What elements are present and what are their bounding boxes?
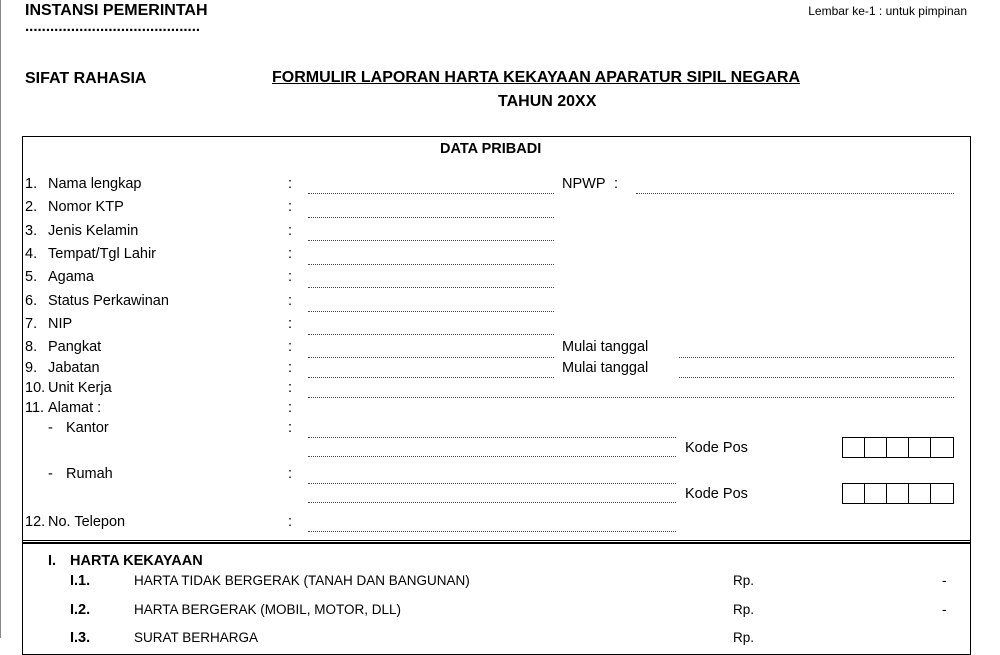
asset-row-currency: Rp. <box>733 573 755 588</box>
form-title: FORMULIR LAPORAN HARTA KEKAYAAN APARATUR SIPIL NEGARA <box>272 69 801 86</box>
colon: : <box>288 339 293 355</box>
office-postal-code-label: Kode Pos <box>685 440 748 456</box>
asset-row-label: SURAT BERHARGA <box>134 630 259 645</box>
asset-row-currency: Rp. <box>733 602 755 617</box>
asset-row-value: - <box>942 602 947 617</box>
colon: : <box>288 466 293 482</box>
asset-row-label: HARTA TIDAK BERGERAK (TANAH DAN BANGUNAN) <box>134 573 470 588</box>
phone-input-line[interactable] <box>308 531 676 532</box>
personal-data-section <box>22 136 971 543</box>
assets-section-title: HARTA KEKAYAAN <box>70 553 203 569</box>
field-num: 4. <box>25 246 38 262</box>
colon: : <box>288 380 293 396</box>
marital-input-line[interactable] <box>308 311 554 312</box>
unit-input-line[interactable] <box>308 397 954 398</box>
position-start-date-input[interactable] <box>679 377 954 378</box>
npwp-label: NPWP <box>562 176 606 192</box>
colon: : <box>288 293 293 309</box>
field-label-nama: Nama lengkap <box>48 176 142 192</box>
colon: : <box>288 176 293 192</box>
field-num: 2. <box>25 199 38 215</box>
colon: : <box>288 400 293 416</box>
form-year: TAHUN 20XX <box>498 93 597 110</box>
field-label-office: Kantor <box>66 420 109 436</box>
rank-start-date-label: Mulai tanggal <box>562 339 649 355</box>
field-label-unit: Unit Kerja <box>48 380 112 396</box>
office-address-line-1[interactable] <box>308 437 676 438</box>
ktp-input-line[interactable] <box>308 217 554 218</box>
position-input-line[interactable] <box>308 377 554 378</box>
field-num: 3. <box>25 223 38 239</box>
field-label-address: Alamat : <box>48 400 102 416</box>
field-num: 8. <box>25 339 38 355</box>
institution-dots: .......................................... <box>25 18 201 35</box>
page-left-border <box>0 0 1 638</box>
field-num: 7. <box>25 316 38 332</box>
gender-input-line[interactable] <box>308 240 554 241</box>
office-address-line-2[interactable] <box>308 456 676 457</box>
asset-row-currency: Rp. <box>733 630 755 645</box>
field-num: - <box>48 420 53 436</box>
field-label-phone: No. Telepon <box>48 514 126 530</box>
field-num: 6. <box>25 293 38 309</box>
asset-row-label: HARTA BERGERAK (MOBIL, MOTOR, DLL) <box>134 602 402 617</box>
rank-input-line[interactable] <box>308 357 554 358</box>
field-num: 10. <box>25 380 46 396</box>
npwp-input-line[interactable] <box>636 193 954 194</box>
asset-row-num: I.1. <box>70 573 91 589</box>
position-start-date-label: Mulai tanggal <box>562 360 649 376</box>
field-num: - <box>48 466 53 482</box>
colon: : <box>288 199 293 215</box>
colon: : <box>288 246 293 262</box>
classification-label: SIFAT RAHASIA <box>25 70 147 87</box>
assets-section-num: I. <box>48 553 57 569</box>
field-num: 9. <box>25 360 38 376</box>
religion-input-line[interactable] <box>308 287 554 288</box>
colon: : <box>288 316 293 332</box>
colon: : <box>614 176 619 192</box>
birth-input-line[interactable] <box>308 264 554 265</box>
field-label-position: Jabatan <box>48 360 100 376</box>
field-label-religion: Agama <box>48 269 94 285</box>
field-label-home: Rumah <box>66 466 113 482</box>
home-address-line-2[interactable] <box>308 502 676 503</box>
sheet-note: Lembar ke-1 : untuk pimpinan <box>808 4 967 18</box>
home-postal-code-label: Kode Pos <box>685 486 748 502</box>
home-address-line-1[interactable] <box>308 483 676 484</box>
colon: : <box>288 514 293 530</box>
asset-row-num: I.2. <box>70 602 91 618</box>
nip-input-line[interactable] <box>308 334 554 335</box>
institution-name: INSTANSI PEMERINTAH <box>25 2 208 19</box>
asset-row-num: I.3. <box>70 630 91 646</box>
colon: : <box>288 360 293 376</box>
rank-start-date-input[interactable] <box>679 357 954 358</box>
colon: : <box>288 223 293 239</box>
field-label-rank: Pangkat <box>48 339 102 355</box>
assets-double-line <box>22 540 970 541</box>
colon: : <box>288 420 293 436</box>
field-label-gender: Jenis Kelamin <box>48 223 139 239</box>
field-label-ktp: Nomor KTP <box>48 199 124 215</box>
field-num: 11. <box>25 400 45 416</box>
field-label-birth: Tempat/Tgl Lahir <box>48 246 156 262</box>
field-label-marital: Status Perkawinan <box>48 293 169 309</box>
field-label-nip: NIP <box>48 316 73 332</box>
asset-row-value: - <box>942 573 947 588</box>
colon: : <box>288 269 293 285</box>
field-num: 5. <box>25 269 38 285</box>
field-num: 1. <box>25 176 38 192</box>
field-num: 12. <box>25 514 46 530</box>
nama-input-line[interactable] <box>308 193 554 194</box>
personal-data-title: DATA PRIBADI <box>440 141 542 157</box>
